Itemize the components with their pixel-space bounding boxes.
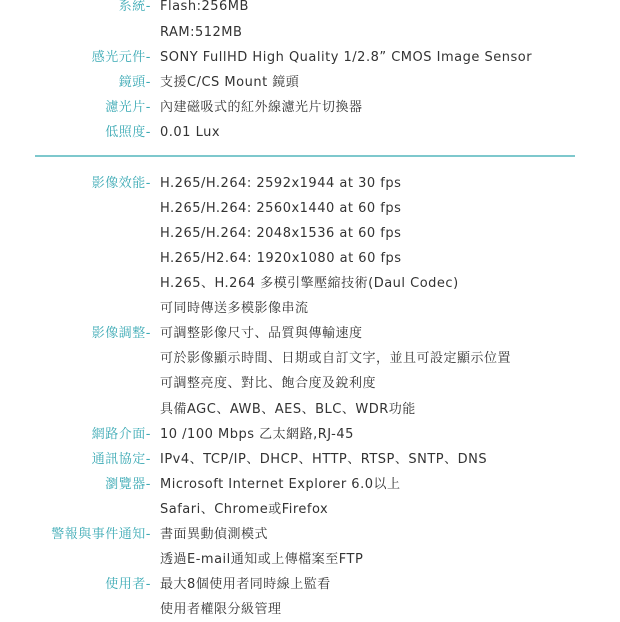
spec-row-image-adjustment [0, 322, 620, 346]
spec-value: IPv4、TCP/IP、DHCP、HTTP、RTSP、SNTP、DNS [160, 452, 488, 467]
spec-row-sensor [0, 46, 620, 70]
spec-label: 濾光片- [105, 100, 151, 115]
spec-value: 可調整亮度、對比、飽合度及銳利度 [160, 376, 377, 391]
spec-row-alarm-event [0, 523, 620, 547]
spec-row-browser [0, 473, 620, 497]
spec-row-video-performance [0, 197, 620, 221]
spec-row-protocols [0, 448, 620, 472]
spec-value: 0.01 Lux [160, 125, 221, 140]
spec-value: H.265、H.264 多模引擎壓縮技術(Daul Codec) [160, 276, 459, 291]
spec-row-image-adjustment [0, 398, 620, 422]
spec-row-network-interface [0, 423, 620, 447]
spec-label: 感光元件- [91, 50, 151, 65]
spec-value: 透過E-mail通知或上傳檔案至FTP [160, 552, 364, 567]
spec-value: 可調整影像尺寸、品質與傳輸速度 [160, 326, 363, 341]
spec-row-users [0, 598, 620, 622]
spec-row-video-performance [0, 272, 620, 296]
spec-value: H.265/H.264: 2592x1944 at 30 fps [160, 176, 402, 191]
spec-value: 支援C/CS Mount 鏡頭 [160, 75, 300, 90]
spec-value: 書面異動偵測模式 [160, 527, 269, 542]
spec-label: 瀏覽器- [105, 477, 151, 492]
spec-value: H.265/H2.64: 1920x1080 at 60 fps [160, 251, 402, 266]
section-divider [35, 155, 575, 157]
spec-row-video-performance [0, 247, 620, 271]
spec-label: 低照度- [105, 125, 151, 140]
spec-row-low-light [0, 121, 620, 145]
spec-row-browser [0, 498, 620, 522]
spec-value: H.265/H.264: 2048x1536 at 60 fps [160, 226, 402, 241]
spec-row-filter [0, 96, 620, 120]
spec-row-video-performance [0, 222, 620, 246]
spec-row-image-adjustment [0, 372, 620, 396]
spec-value: 可於影像顯示時間、日期或自訂文字，並且可設定顯示位置 [160, 351, 512, 366]
spec-label: 警報與事件通知- [51, 527, 151, 542]
spec-value: 最大8個使用者同時線上監看 [160, 577, 331, 592]
spec-label: 使用者- [105, 577, 151, 592]
spec-row-alarm-event [0, 548, 620, 572]
spec-value: 具備AGC、AWB、AES、BLC、WDR功能 [160, 402, 416, 417]
spec-label: 通訊協定- [91, 452, 151, 467]
spec-value: 使用者權限分級管理 [160, 602, 282, 617]
spec-row-lens [0, 71, 620, 95]
spec-value: Microsoft Internet Explorer 6.0以上 [160, 477, 401, 492]
spec-label: 網路介面- [91, 427, 151, 442]
spec-row-system-ram [0, 21, 620, 45]
spec-row-users [0, 573, 620, 597]
spec-value: SONY FullHD High Quality 1/2.8” CMOS Image Sensor [160, 50, 533, 65]
spec-value: Flash:256MB [160, 0, 249, 14]
spec-label: 鏡頭- [118, 75, 151, 90]
spec-value: 10 /100 Mbps 乙太網路,RJ-45 [160, 427, 354, 442]
spec-value: 可同時傳送多模影像串流 [160, 301, 309, 316]
spec-row-video-performance [0, 172, 620, 196]
spec-value: H.265/H.264: 2560x1440 at 60 fps [160, 201, 402, 216]
spec-row-system-flash [0, 0, 620, 19]
spec-value: Safari、Chrome或Firefox [160, 502, 329, 517]
spec-value: RAM:512MB [160, 25, 243, 40]
spec-label: 影像調整- [91, 326, 151, 341]
spec-value: 內建磁吸式的紅外線濾光片切換器 [160, 100, 363, 115]
spec-label: 影像效能- [91, 176, 151, 191]
spec-row-image-adjustment [0, 347, 620, 371]
spec-row-video-performance [0, 297, 620, 321]
spec-label: 系統- [118, 0, 151, 14]
